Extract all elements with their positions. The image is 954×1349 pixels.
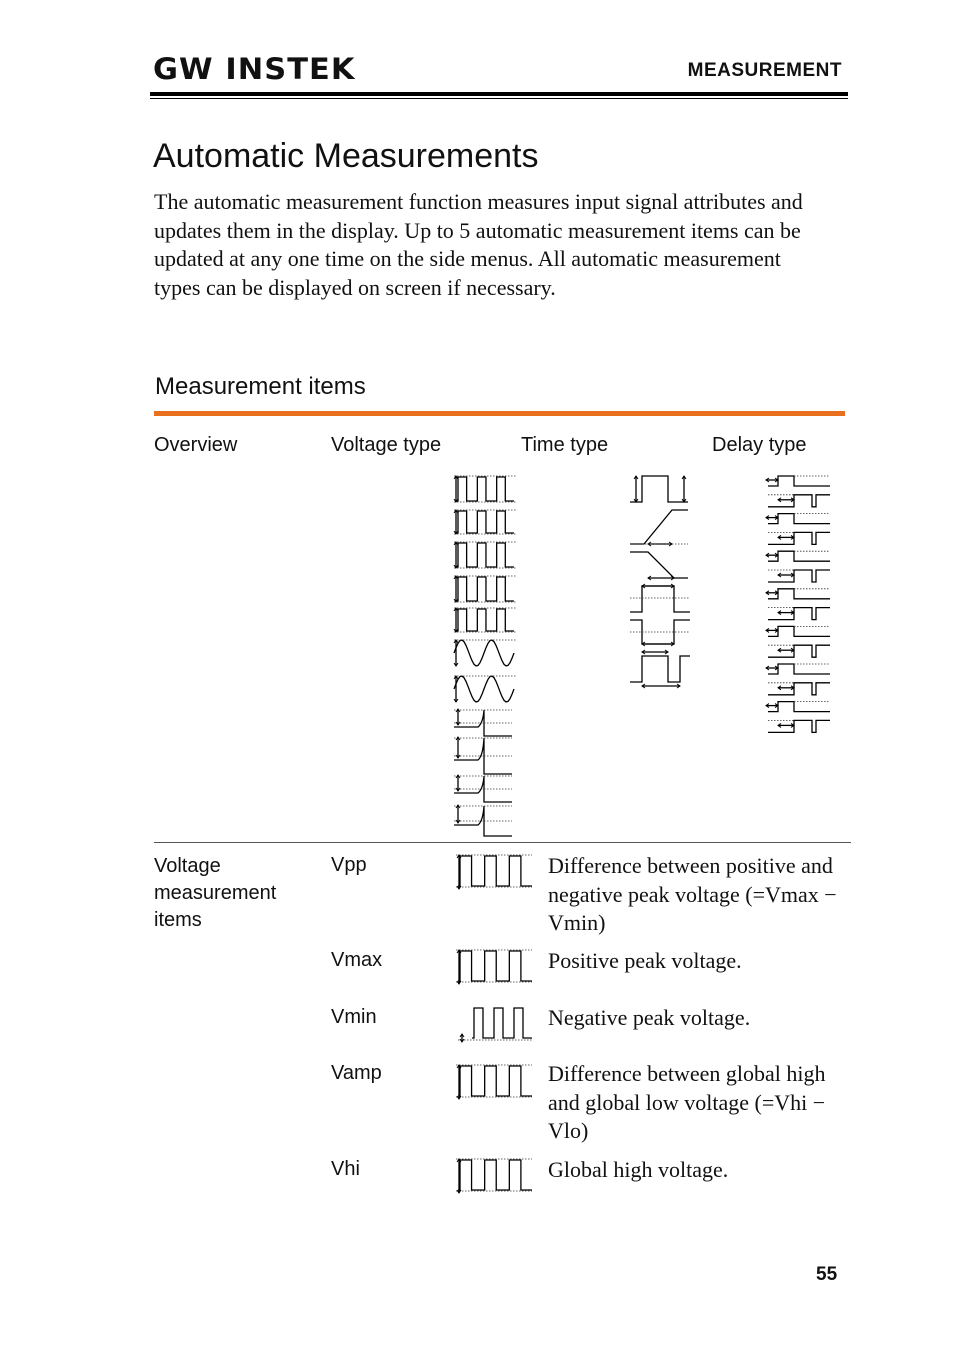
subsection-title: Measurement items [155, 373, 366, 400]
ffr-delay-icon [768, 570, 830, 582]
vhi-waveform-icon [454, 1156, 534, 1196]
lfr-delay-icon [766, 702, 830, 712]
lrf-delay-icon [766, 664, 830, 674]
gw-instek-logo: GW INSTEK [153, 52, 356, 86]
rising-edge-waveform-icon [454, 805, 512, 836]
item-name-vmin: Vmin [331, 1006, 377, 1028]
overview-label: Overview [154, 434, 238, 456]
duty-cycle-waveform-icon [630, 650, 690, 688]
delay-type-icons [764, 472, 834, 742]
item-desc-vamp: Difference between global high and global low voltage (=Vhi − Vlo) [548, 1061, 826, 1143]
vhi-waveform-icon [454, 608, 516, 632]
lfr-delay-icon [768, 720, 830, 732]
frr-delay-icon [768, 495, 830, 507]
item-name-vhi: Vhi [331, 1158, 360, 1180]
column-delay-type: Delay type [712, 434, 807, 456]
negative-width-waveform-icon [630, 620, 690, 646]
frf-delay-icon [766, 514, 830, 524]
item-desc-vmin: Negative peak voltage. [548, 1005, 751, 1030]
vlo-waveform-icon [454, 640, 516, 666]
item-name-vamp: Vamp [331, 1062, 382, 1084]
frr-delay-icon [766, 476, 830, 486]
rise-time-waveform-icon [630, 510, 688, 546]
preshoot-waveform-icon [454, 775, 512, 802]
header-rule [150, 92, 848, 96]
lrr-delay-icon [766, 626, 830, 636]
column-time-type: Time type [521, 434, 609, 456]
frequency-waveform-icon [630, 476, 688, 502]
item-name-vmax: Vmax [331, 949, 383, 971]
vmax-waveform-icon [454, 510, 516, 534]
vamp-waveform-icon [454, 1062, 534, 1102]
intro-paragraph: The automatic measurement function measures input signal attributes and updates them in the display. Up to 5 automatic measurement items can be updated at any one time on the side menus. All automatic measurement types can be displayed on screen if necessary. [154, 189, 803, 300]
ffr-delay-icon [766, 551, 830, 561]
vmin-waveform-icon [454, 542, 516, 568]
vmean-waveform-icon [454, 676, 516, 702]
fff-delay-icon [768, 608, 830, 620]
vmax-waveform-icon [454, 947, 534, 987]
lrr-delay-icon [768, 645, 830, 657]
item-name-vpp: Vpp [331, 854, 367, 876]
voltage-type-icons [450, 472, 520, 838]
vmin-waveform-icon [454, 1004, 534, 1044]
overshoot-waveform-icon [454, 737, 512, 774]
vpp-waveform-icon [454, 852, 534, 892]
page-number: 55 [816, 1264, 838, 1285]
fff-delay-icon [766, 589, 830, 599]
time-type-icons [628, 472, 694, 692]
lrf-delay-icon [768, 683, 830, 695]
item-desc-vhi: Global high voltage. [548, 1157, 729, 1182]
frf-delay-icon [768, 532, 830, 544]
header-rule-thin [150, 98, 848, 99]
vamp-waveform-icon [454, 576, 516, 602]
section-label: MEASUREMENT [687, 60, 842, 81]
subsection-rule [154, 411, 845, 416]
column-voltage-type: Voltage type [331, 434, 442, 456]
item-desc-vmax: Positive peak voltage. [548, 948, 742, 973]
vpp-waveform-icon [454, 476, 516, 502]
fall-time-waveform-icon [630, 552, 688, 580]
item-desc-vpp: Difference between positive and negative peak voltage (=Vmax − Vmin) [548, 853, 837, 935]
page-title: Automatic Measurements [153, 137, 539, 175]
positive-width-waveform-icon [630, 584, 690, 612]
table-divider [154, 842, 851, 843]
category-label: Voltage measurement items [154, 855, 277, 931]
vrms-waveform-icon [454, 709, 512, 736]
